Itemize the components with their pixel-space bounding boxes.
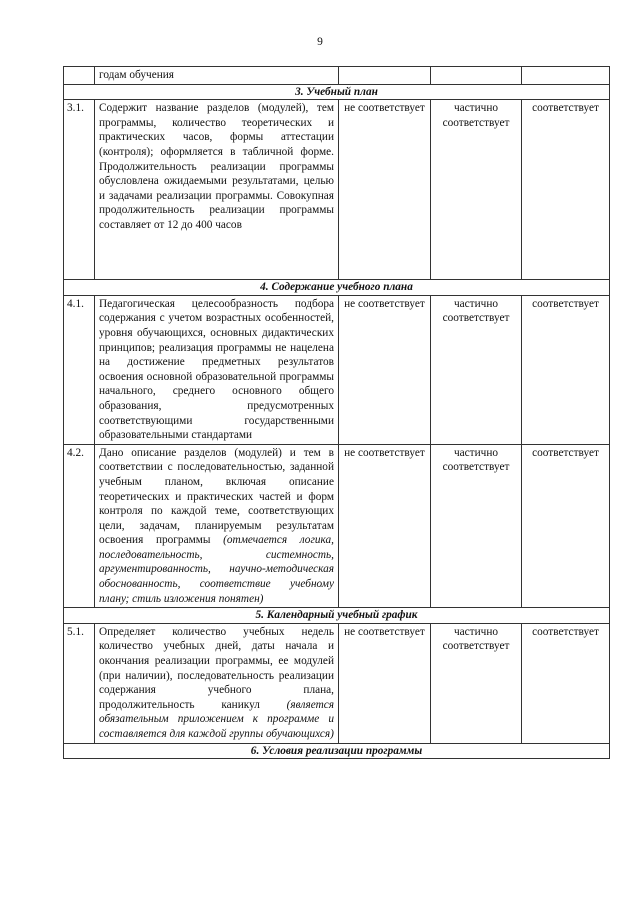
option-partially-compliant: частично соответствует	[431, 623, 522, 743]
section-row	[64, 84, 610, 100]
section-row	[64, 743, 610, 759]
page-number: 9	[317, 36, 323, 48]
item-number: 4.2.	[64, 444, 95, 608]
item-number	[64, 67, 95, 85]
option-compliant	[522, 67, 610, 85]
option-compliant: соответствует	[522, 623, 610, 743]
section-heading: 4. Содержание учебного плана	[64, 280, 610, 296]
criterion-text: Определяет количество учебных недель количество учебных дней, даты начала и окончания реализации программы, ее модулей (при наличии), последовательность реализации содержания учебного плана, продолжительность каникул (является обязательным приложением к программе и составляется для каждой группы обучающихся)	[95, 623, 339, 743]
criterion-text: Педагогическая целесообразность подбора содержания с учетом возрастных особенностей, уровня обучающихся, основных дидактических принципов; реализация программы не нацелена на достижение предметных результатов освоения основной образовательной программы начального, среднего основного общего образования, предусмотренных соответствующими государственными образовательными стандартами	[95, 295, 339, 444]
option-not-compliant: не соответствует	[339, 623, 431, 743]
option-partially-compliant: частично соответствует	[431, 295, 522, 444]
option-not-compliant: не соответствует	[339, 444, 431, 608]
criterion-text: Дано описание разделов (модулей) и тем в соответствии с последовательностью, заданной учебным планом, включая описание теоретических и практических частей и форм контроля по каждой теме, соответствующих цели, задачам, планируемым результатам освоения программы (отмечается логика, последовательность, системность, аргументированность, научно-методическая обоснованность, соответствие учебному плану; стиль изложения понятен)	[95, 444, 339, 608]
table-row	[64, 444, 610, 608]
criterion-text: Содержит название разделов (модулей), тем программы, количество теоретических и практических часов, формы аттестации (контроля); оформляется в табличной форме. Продолжительность реализации программы обусловлена ожидаемыми результатами, целью и задачами реализации программы. Совокупная продолжительность реализации программы составляет от 12 до 400 часов	[95, 100, 339, 280]
option-compliant: соответствует	[522, 295, 610, 444]
section-row	[64, 608, 610, 624]
section-heading: 5. Календарный учебный график	[64, 608, 610, 624]
section-heading: 6. Условия реализации программы	[64, 743, 610, 759]
section-heading: 3. Учебный план	[64, 84, 610, 100]
section-row	[64, 280, 610, 296]
option-compliant: соответствует	[522, 100, 610, 280]
table-row	[64, 100, 610, 280]
criterion-text: годам обучения	[95, 67, 339, 85]
table-row	[64, 623, 610, 743]
evaluation-table	[63, 66, 610, 759]
table-row	[64, 67, 610, 85]
item-number: 3.1.	[64, 100, 95, 280]
option-not-compliant: не соответствует	[339, 295, 431, 444]
item-number: 4.1.	[64, 295, 95, 444]
option-partially-compliant: частично соответствует	[431, 100, 522, 280]
item-number: 5.1.	[64, 623, 95, 743]
option-not-compliant: не соответствует	[339, 100, 431, 280]
table-row	[64, 295, 610, 444]
option-partially-compliant	[431, 67, 522, 85]
option-partially-compliant: частично соответствует	[431, 444, 522, 608]
option-not-compliant	[339, 67, 431, 85]
option-compliant: соответствует	[522, 444, 610, 608]
